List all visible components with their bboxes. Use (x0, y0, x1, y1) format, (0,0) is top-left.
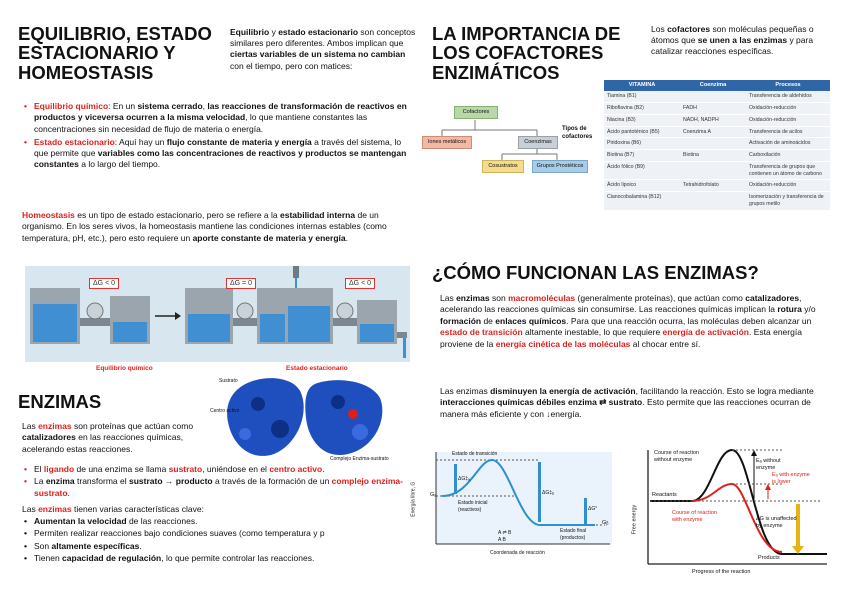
table-cell: Cianocobalamina (B12) (604, 192, 680, 211)
ab-label: A B (498, 537, 506, 543)
ga-label: Gₐ (430, 492, 437, 498)
vitamins-table-grid (604, 80, 830, 211)
table-header: Coenzima (680, 80, 746, 91)
list-item: • El ligando de una enzima se llama sustrato, uniéndose en el centro activo. (22, 464, 407, 475)
complex-label: Complejo Enzima-sustrato (330, 456, 389, 462)
table-cell: Oxidación-reducción (746, 180, 830, 192)
cofactores-intro: Los cofactores son moléculas pequeñas o átomos que se unen a las enzimas y para catalizar reacciones específicas. (651, 24, 814, 57)
tank-balanced (185, 288, 297, 344)
table-row (604, 114, 830, 126)
section-title-como-funcionan: ¿CÓMO FUNCIONAN LAS ENZIMAS? (432, 262, 759, 283)
table-cell: Transferencia de grupos que contienen un átomo de carbono (746, 161, 830, 180)
list-item: • Son altamente específicas. (22, 541, 412, 552)
table-cell: Piridoxina (B6) (604, 138, 680, 150)
ea-without-label: Eₐ without enzyme (756, 458, 781, 472)
table-cell: Oxidación-reducción (746, 103, 830, 115)
energy-diagram-1 (410, 450, 615, 570)
enzimas-list (22, 464, 407, 500)
section-title-equilibrio: EQUILIBRIO, ESTADO ESTACIONARIO Y HOMEOSTASIS (18, 23, 212, 83)
table-cell: Activación de aminoácidos (746, 138, 830, 150)
list-item: • Tienen capacidad de regulación, lo que permite controlar las reacciones. (22, 553, 412, 564)
activation-b-label: ΔG‡ᵦ (542, 490, 554, 496)
list-item: • Aumentan la velocidad de las reacciones. (22, 516, 412, 527)
water-tanks-figure (25, 266, 410, 362)
enzimas-traits-intro: Las enzimas tienen varias características clave: (22, 504, 204, 514)
table-cell (680, 192, 746, 211)
list-item: • La enzima transforma el sustrato → producto a través de la formación de un complejo enzima-sustrato. (22, 476, 407, 499)
table-cell: Ácido lipoico (604, 180, 680, 192)
products-label: Products (758, 555, 780, 561)
tree-node-coenzymes: Coenzimas (518, 136, 558, 149)
enzyme-image (210, 374, 405, 464)
list-item: • Permiten realizar reacciones bajo condiciones suaves (como temperatura y p (22, 528, 412, 539)
course-without-label: Course of reaction without enzyme (654, 450, 699, 464)
table-row (604, 161, 830, 180)
ea-with-label: Eₐ with enzyme is lower (772, 472, 810, 486)
table-cell: NADH, NADPH (680, 114, 746, 126)
list-item: • Equilibrio químico: En un sistema cerrado, las reacciones de transformación de reactivos en productos y viceversa ocurren a la misma velocidad, lo que mantiene constantes las concentraciones sin necesidad de flujo de materia o energía. (22, 101, 407, 135)
delta-g-label: ΔG < 0 (89, 278, 119, 289)
table-cell: Ácido pantoténico (B5) (604, 126, 680, 138)
substrate-label: Sustrato (219, 378, 238, 384)
delta-g-label: ΔG° (588, 506, 598, 512)
table-cell: Coenzima A (680, 126, 746, 138)
delta-g-label: ΔG = 0 (226, 278, 256, 289)
initial-state-label: Estado inicial (reactivos) (458, 500, 488, 513)
table-header: Procesos (746, 80, 830, 91)
table-cell (680, 91, 746, 102)
table-row (604, 103, 830, 115)
vitamins-table (604, 80, 830, 211)
table-row (604, 91, 830, 102)
table-cell: Oxidación-reducción (746, 114, 830, 126)
table-row (604, 138, 830, 150)
how-paragraph-1: Las enzimas son macromoléculas (generalmente proteínas), que actúan como catalizadores, acelerando las reacciones químicas sin consumirse. Las reacciones químicas implican la rotura y/o formación de enlaces químicos. Para que una reacción ocurra, las moléculas deben alcanzar un estado de transición altamente inestable, lo que requiere energía de activación. Esta energía proviene de la energía cinética de las moléculas al chocar entre sí. (440, 293, 816, 349)
course-with-label: Course of reaction with enzyme (672, 510, 717, 524)
tank-equilibrium (30, 288, 150, 344)
y-axis-label: Energía libre, G (410, 481, 417, 517)
table-header: VITAMINA (604, 80, 680, 91)
x-axis-label: Progress of the reaction (692, 569, 751, 575)
caption-estacionario: Estado estacionario (286, 365, 348, 372)
table-row (604, 126, 830, 138)
active-site-label: Centro activo (210, 408, 240, 414)
table-cell: Transferencia de aldehídos (746, 91, 830, 102)
table-cell: Biotina (680, 150, 746, 162)
table-cell: Carboxilación (746, 150, 830, 162)
enzimas-traits-list (22, 516, 412, 566)
tree-node-root: Cofactores (454, 106, 498, 119)
x-axis-label: Coordenada de reacción (490, 550, 545, 556)
tree-node-cosubstrates: Cosustratos (482, 160, 524, 173)
how-paragraph-2: Las enzimas disminuyen la energía de activación, facilitando la reacción. Esto se logra mediante interacciones químicas débiles enzima ⇄ sustrato. Esto permite que las reacciones ocurran de manera más eficiente y con ↓energía. (440, 386, 814, 419)
enzimas-intro: Las enzimas son proteínas que actúan como catalizadores en las reacciones químicas, acelerando estas reacciones. (22, 421, 194, 454)
cofactor-types-label: Tipos de cofactores (562, 126, 593, 140)
tree-node-prosthetic: Grupos Prostéticos (532, 160, 588, 173)
table-cell (680, 138, 746, 150)
reaction-label: A ⇌ B (498, 530, 512, 536)
table-cell (680, 161, 746, 180)
table-cell: FADH (680, 103, 746, 115)
section-title-enzimas: ENZIMAS (18, 391, 102, 412)
homeostasis-paragraph: Homeostasis es un tipo de estado estacionario, pero se refiere a la estabilidad interna de un organismo. En los seres vivos, la homeostasis mantiene las condiciones internas estables (como temperatura, pH, etc.), pero esto requiere un aporte constante de materia y energía. (22, 210, 387, 243)
table-cell: Ácido fólico (B9) (604, 161, 680, 180)
final-state-label: Estado final (productos) (560, 528, 587, 541)
list-item: • Estado estacionario: Aquí hay un flujo constante de materia y energía a través del sistema, lo que permite que variables como las concentraciones de reactivos y productos se mantengan constantes a lo largo del tiempo. (22, 137, 407, 171)
table-row (604, 180, 830, 192)
delta-g-unaffected-label: ΔG is unaffected by enzyme (756, 516, 797, 530)
table-cell: Isomerización y transferencia de grupos metilo (746, 192, 830, 211)
gb-label: Gᵦ (602, 520, 609, 526)
intro-paragraph: Equilibrio y estado estacionario son conceptos similares pero diferentes. Ambos implican que ciertas variables de un sistema no cambian con el tiempo, pero con matices: (230, 27, 416, 71)
table-cell: Biotina (B7) (604, 150, 680, 162)
table-row (604, 150, 830, 162)
reactants-label: Reactants (652, 492, 677, 498)
table-cell: Tiamina (B1) (604, 91, 680, 102)
equilibrium-list (22, 101, 407, 172)
caption-equilibrio: Equilibrio químico (96, 365, 153, 372)
tree-node-ions: Iones metálicos (422, 136, 472, 149)
activation-a-label: ΔG‡ₐ (458, 476, 470, 482)
table-cell: Riboflavina (B2) (604, 103, 680, 115)
energy-diagram-2 (632, 446, 832, 580)
y-axis-label: Free energy (631, 504, 638, 535)
enzyme-comparison-graphic (632, 446, 832, 580)
table-cell: Tetrahidrofolato (680, 180, 746, 192)
table-row (604, 192, 830, 211)
enzyme-structure-graphic (210, 374, 405, 464)
table-cell: Niacina (B3) (604, 114, 680, 126)
section-title-cofactores: LA IMPORTANCIA DE LOS COFACTORES ENZIMÁTICOS (432, 23, 621, 83)
table-cell: Transferencia de acilos (746, 126, 830, 138)
transition-state-label: Estado de transición (452, 451, 498, 457)
delta-g-label: ΔG < 0 (345, 278, 375, 289)
